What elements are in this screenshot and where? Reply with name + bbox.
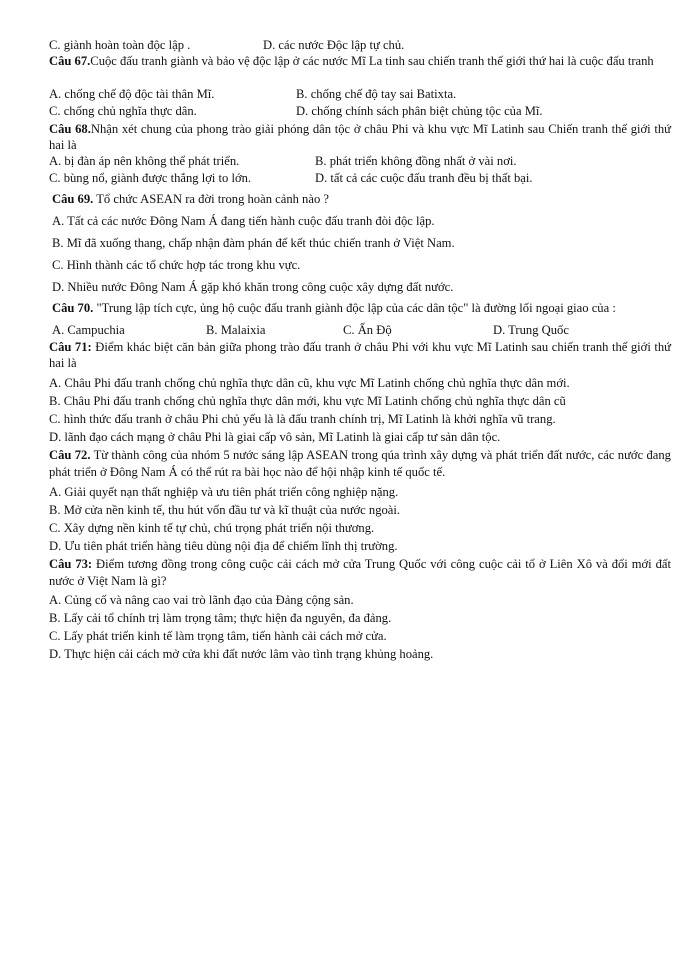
q72-number: Câu 72.: [49, 448, 91, 462]
q73-number: Câu 73:: [49, 557, 93, 571]
q71-question: [49, 339, 671, 371]
q67-text: Cuộc đấu tranh giành và bảo vệ độc lập ở các nước Mĩ La tinh sau chiến tranh thế giới thứ hai là cuộc đấu tranh: [90, 54, 654, 68]
q72-option-b: B. Mở cửa nền kinh tế, thu hút vốn đầu tư và kĩ thuật của nước ngoài.: [49, 503, 401, 517]
q71-option-d: D. lãnh đạo cách mạng ở châu Phi là giai cấp vô sản, Mĩ Latinh là giai cấp tư sản dân tộc.: [49, 430, 501, 444]
q73-option-b: B. Lấy cải tổ chính trị làm trọng tâm; thực hiện đa nguyên, đa đảng.: [49, 611, 392, 625]
q68-text: Nhận xét chung của phong trào giải phóng dân tộc ở châu Phi và khu vực Mĩ Latinh sau Chiến tranh thế giới thứ hai là: [49, 122, 671, 152]
q67-question: [49, 53, 671, 69]
q70-number: Câu 70.: [52, 301, 94, 315]
q72-text: Từ thành công của nhóm 5 nước sáng lập ASEAN trong qúa trình xây dựng và phát triển đất nước, các nước đang phát triển ở Đông Nam Á có thể rút ra bài học nào để hội nhập kinh tế quốc tế.: [49, 448, 671, 479]
q69-option-c: C. Hình thành các tổ chức hợp tác trong khu vực.: [52, 258, 301, 272]
q68-number: Câu 68.: [49, 122, 91, 136]
q73-question: [49, 556, 671, 590]
q73-option-c: C. Lấy phát triển kinh tế làm trọng tâm, tiến hành cải cách mở cửa.: [49, 629, 387, 643]
q68-option-c: C. bùng nổ, giành được thắng lợi to lớn.: [49, 171, 252, 185]
q66-option-c: C. giành hoàn toàn độc lập .: [49, 38, 191, 52]
q69-question: [52, 192, 329, 207]
q71-option-c: C. hình thức đấu tranh ở châu Phi chủ yếu là là đấu tranh chính trị, Mĩ Latinh là khởi nghĩa vũ trang.: [49, 412, 556, 426]
q72-question: [49, 447, 671, 481]
q67-option-a: A. chống chế độ độc tài thân Mĩ.: [49, 87, 215, 101]
q69-option-b: B. Mĩ đã xuống thang, chấp nhận đàm phán để kết thúc chiến tranh ở Việt Nam.: [52, 236, 455, 250]
q67-number: Câu 67.: [49, 54, 91, 68]
q70-text: "Trung lập tích cực, ủng hộ cuộc đấu tranh giành độc lập của các dân tộc" là đường lối ngoại giao của :: [93, 301, 616, 315]
q70-option-a: A. Campuchia: [52, 323, 125, 337]
q71-text: Điểm khác biệt căn bản giữa phong trào đấu tranh ở châu Phi với khu vực Mĩ Latinh sau chiến tranh thế giới thứ hai là: [49, 340, 671, 370]
q70-option-c: C. Ấn Độ: [343, 323, 392, 337]
q73-option-d: D. Thực hiện cải cách mở cửa khi đất nước lâm vào tình trạng khủng hoảng.: [49, 647, 434, 661]
q73-option-a: A. Củng cố và nâng cao vai trò lãnh đạo của Đảng cộng sản.: [49, 593, 354, 607]
q73-text: Điểm tương đồng trong công cuộc cải cách mở cửa Trung Quốc với công cuộc cải tổ ở Liên Xô và đổi mới đất nước ở Việt Nam là gì?: [49, 557, 671, 588]
q68-question: [49, 121, 671, 153]
q72-option-a: A. Giải quyết nạn thất nghiệp và ưu tiên phát triển công nghiệp nặng.: [49, 485, 399, 499]
q67-option-b: B. chống chế độ tay sai Batixta.: [296, 87, 457, 101]
q71-option-a: A. Châu Phi đấu tranh chống chủ nghĩa thực dân cũ, khu vực Mĩ Latinh chống chủ nghĩa thực dân mới.: [49, 376, 570, 390]
q66-option-d: D. các nước Độc lập tự chủ.: [263, 38, 405, 52]
q67-option-d: D. chống chính sách phân biệt chủng tộc của Mĩ.: [296, 104, 543, 118]
q71-option-b: B. Châu Phi đấu tranh chống chủ nghĩa thực dân mới, khu vực Mĩ Latinh chống chủ nghĩa thực dân cũ: [49, 394, 566, 408]
q69-option-d: D. Nhiều nước Đông Nam Á gặp khó khăn trong công cuộc xây dựng đất nước.: [52, 280, 454, 294]
q69-text: Tổ chức ASEAN ra đời trong hoàn cảnh nào ?: [93, 192, 329, 206]
q68-option-a: A. bị đàn áp nên không thể phát triển.: [49, 154, 240, 168]
q71-number: Câu 71:: [49, 340, 92, 354]
q69-option-a: A. Tất cả các nước Đông Nam Á đang tiến hành cuộc đấu tranh đòi độc lập.: [52, 214, 435, 228]
q68-option-b: B. phát triển không đồng nhất ở vài nơi.: [315, 154, 517, 168]
q68-option-d: D. tất cả các cuộc đấu tranh đều bị thất bại.: [315, 171, 533, 185]
q69-number: Câu 69.: [52, 192, 94, 206]
q70-option-b: B. Malaixia: [206, 323, 266, 337]
q67-option-c: C. chống chủ nghĩa thực dân.: [49, 104, 197, 118]
q70-question: [52, 301, 616, 316]
q72-option-c: C. Xây dựng nền kinh tế tự chủ, chú trọng phát triển nội thương.: [49, 521, 375, 535]
q72-option-d: D. Ưu tiên phát triển hàng tiêu dùng nội địa để chiếm lĩnh thị trường.: [49, 539, 398, 553]
q70-option-d: D. Trung Quốc: [493, 323, 569, 337]
